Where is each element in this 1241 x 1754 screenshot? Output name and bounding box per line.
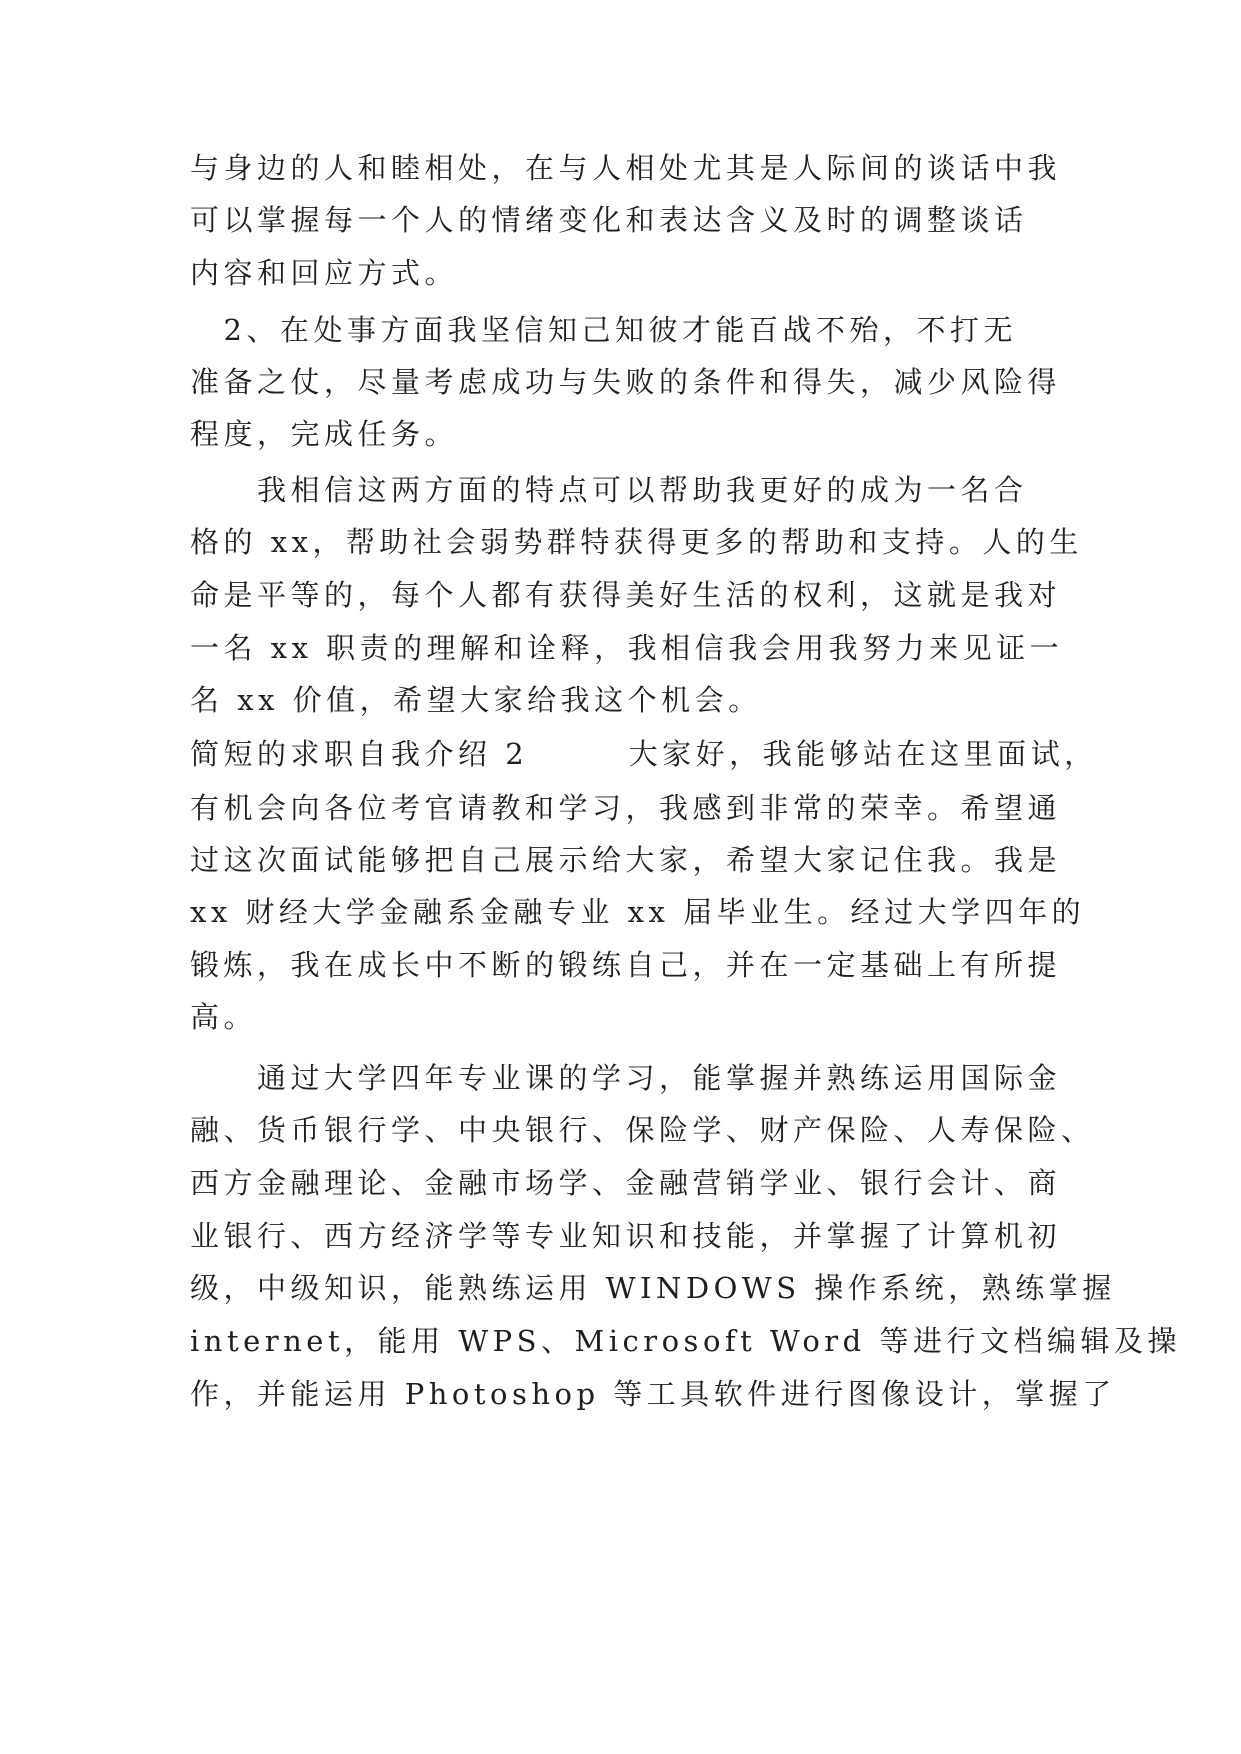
text-line: 一名 xx 职责的理解和诠释，我相信我会用我努力来见证一	[190, 631, 1064, 665]
text-line: 作，并能运用 Photoshop 等工具软件进行图像设计，掌握了	[190, 1377, 1116, 1411]
text-line: 过这次面试能够把自己展示给大家，希望大家记住我。我是	[190, 843, 1062, 877]
text-line: 与身边的人和睦相处，在与人相处尤其是人际间的谈话中我	[190, 151, 1062, 185]
text-line: 准备之仗，尽量考虑成功与失败的条件和得失，减少风险得	[190, 365, 1062, 399]
text-line: 锻炼，我在成长中不断的锻练自己，并在一定基础上有所提	[190, 948, 1062, 982]
text-line: 可以掌握每一个人的情绪变化和表达含义及时的调整谈话	[190, 203, 1028, 237]
text-line: 名 xx 价值，希望大家给我这个机会。	[190, 683, 762, 717]
text-line: internet，能用 WPS、Microsoft Word 等进行文档编辑及操	[190, 1324, 1181, 1358]
text-line: 融、货币银行学、中央银行、保险学、财产保险、人寿保险、	[190, 1113, 1095, 1147]
text-line: 简短的求职自我介绍 2 大家好，我能够站在这里面试，	[190, 737, 1098, 771]
text-line: 内容和回应方式。	[190, 256, 459, 290]
text-line: 级，中级知识，能熟练运用 WINDOWS 操作系统，熟练掌握	[190, 1271, 1116, 1305]
text-line: xx 财经大学金融系金融专业 xx 届毕业生。经过大学四年的	[190, 895, 1086, 929]
text-line: 高。	[190, 1000, 258, 1034]
text-line: 有机会向各位考官请教和学习，我感到非常的荣幸。希望通	[190, 791, 1062, 825]
text-line: 我相信这两方面的特点可以帮助我更好的成为一名合	[190, 473, 1028, 507]
text-line: 命是平等的，每个人都有获得美好生活的权利，这就是我对	[190, 578, 1062, 612]
text-line: 格的 xx，帮助社会弱势群特获得更多的帮助和支持。人的生	[190, 525, 1083, 559]
text-line: 通过大学四年专业课的学习，能掌握并熟练运用国际金	[190, 1061, 1062, 1095]
text-line: 业银行、西方经济学等专业知识和技能，并掌握了计算机初	[190, 1219, 1062, 1253]
text-line: 程度，完成任务。	[190, 417, 459, 451]
text-line: 西方金融理论、金融市场学、金融营销学业、银行会计、商	[190, 1166, 1062, 1200]
text-line: 2、在处事方面我坚信知己知彼才能百战不殆，不打无	[190, 313, 1017, 347]
